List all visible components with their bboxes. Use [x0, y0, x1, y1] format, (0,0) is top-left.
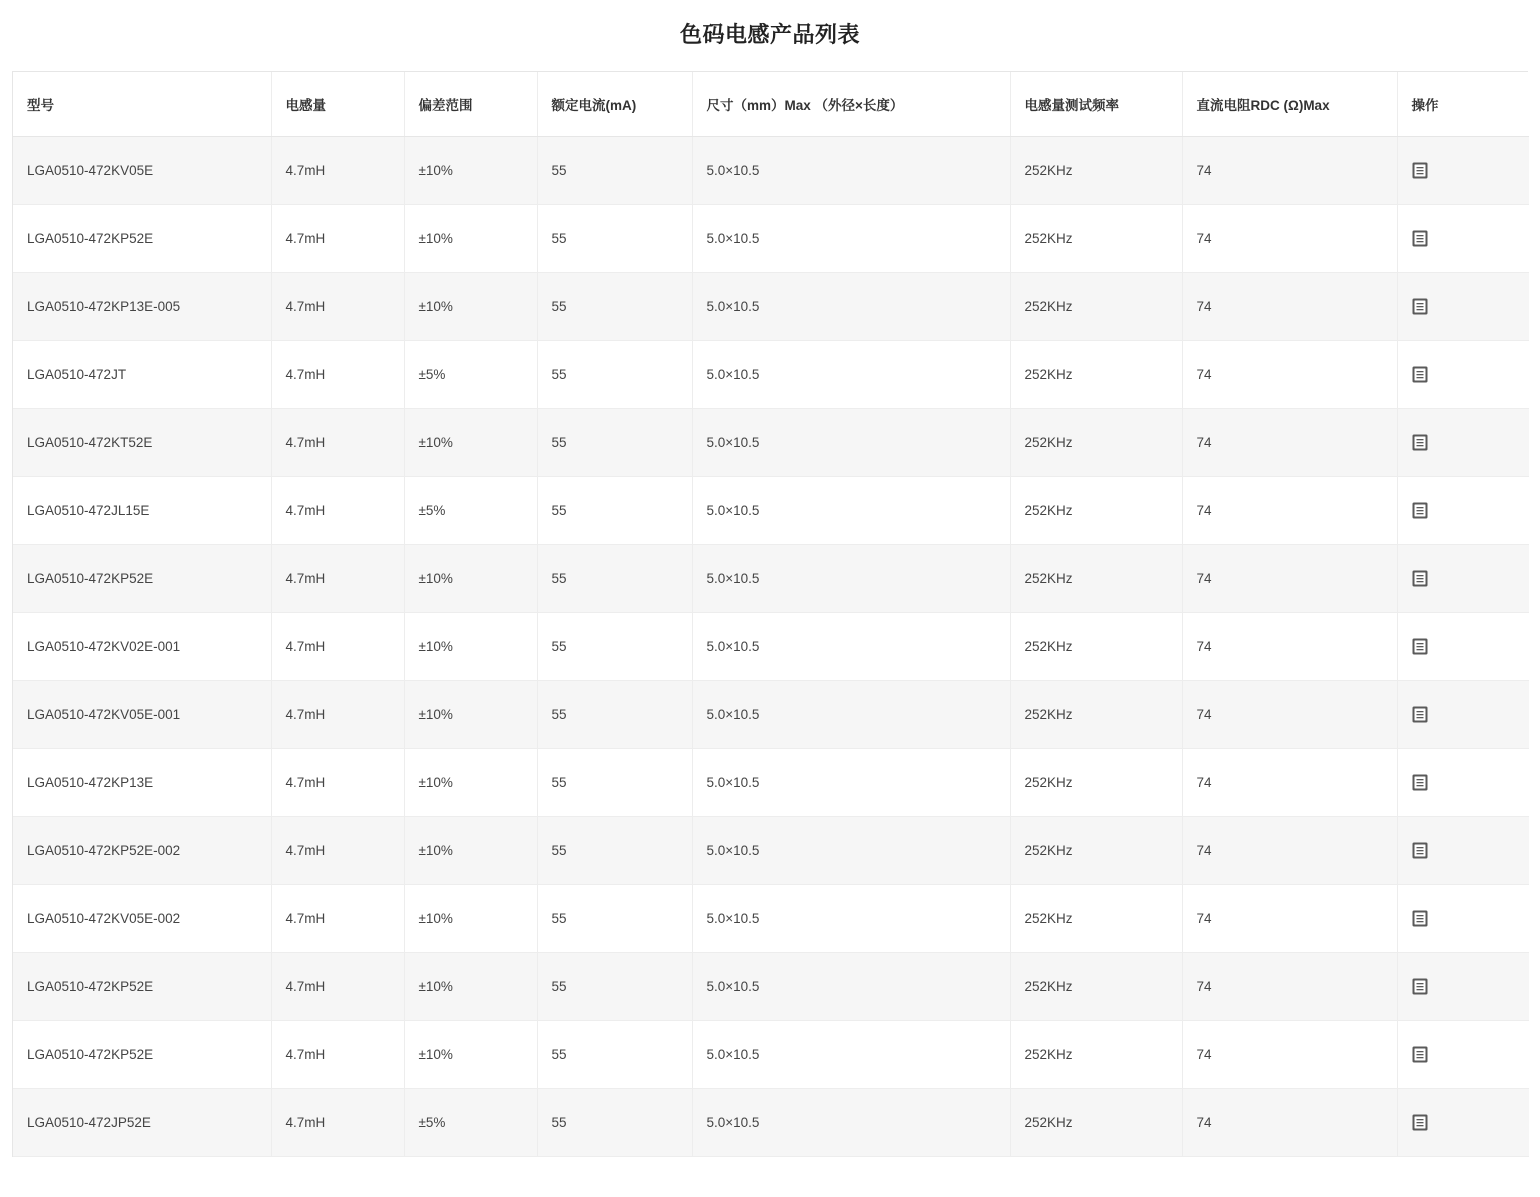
document-icon[interactable] — [1412, 977, 1429, 996]
cell-action — [1397, 613, 1529, 681]
cell-frequency: 252KHz — [1010, 817, 1182, 885]
table-row — [13, 137, 1529, 205]
cell-rdc: 74 — [1182, 749, 1397, 817]
cell-current: 55 — [537, 749, 692, 817]
cell-rdc: 74 — [1182, 205, 1397, 273]
table-row — [13, 545, 1529, 613]
cell-tolerance: ±10% — [404, 885, 537, 953]
cell-current: 55 — [537, 137, 692, 205]
cell-rdc: 74 — [1182, 273, 1397, 341]
column-header-size: 尺寸（mm）Max （外径×长度） — [692, 72, 1010, 137]
cell-frequency: 252KHz — [1010, 1089, 1182, 1157]
document-icon[interactable] — [1412, 501, 1429, 520]
cell-model: LGA0510-472KP52E — [13, 205, 271, 273]
table-row — [13, 613, 1529, 681]
cell-model: LGA0510-472KV05E-001 — [13, 681, 271, 749]
cell-frequency: 252KHz — [1010, 273, 1182, 341]
table-row — [13, 953, 1529, 1021]
cell-model: LGA0510-472KT52E — [13, 409, 271, 477]
cell-size: 5.0×10.5 — [692, 205, 1010, 273]
cell-inductance: 4.7mH — [271, 1089, 404, 1157]
cell-tolerance: ±10% — [404, 1021, 537, 1089]
document-icon[interactable] — [1412, 433, 1429, 452]
cell-size: 5.0×10.5 — [692, 477, 1010, 545]
cell-model: LGA0510-472JT — [13, 341, 271, 409]
cell-rdc: 74 — [1182, 953, 1397, 1021]
cell-current: 55 — [537, 681, 692, 749]
cell-current: 55 — [537, 1089, 692, 1157]
table-row — [13, 409, 1529, 477]
column-header-current: 额定电流(mA) — [537, 72, 692, 137]
cell-frequency: 252KHz — [1010, 749, 1182, 817]
table-row — [13, 273, 1529, 341]
cell-inductance: 4.7mH — [271, 817, 404, 885]
cell-model: LGA0510-472JL15E — [13, 477, 271, 545]
cell-current: 55 — [537, 1021, 692, 1089]
table-row — [13, 1089, 1529, 1157]
cell-tolerance: ±10% — [404, 409, 537, 477]
cell-action — [1397, 205, 1529, 273]
cell-inductance: 4.7mH — [271, 749, 404, 817]
document-icon[interactable] — [1412, 637, 1429, 656]
cell-inductance: 4.7mH — [271, 341, 404, 409]
document-icon[interactable] — [1412, 773, 1429, 792]
cell-inductance: 4.7mH — [271, 1021, 404, 1089]
table-row — [13, 477, 1529, 545]
cell-frequency: 252KHz — [1010, 953, 1182, 1021]
cell-action — [1397, 1089, 1529, 1157]
cell-inductance: 4.7mH — [271, 613, 404, 681]
cell-action — [1397, 681, 1529, 749]
cell-inductance: 4.7mH — [271, 409, 404, 477]
cell-size: 5.0×10.5 — [692, 409, 1010, 477]
cell-action — [1397, 885, 1529, 953]
cell-action — [1397, 545, 1529, 613]
document-icon[interactable] — [1412, 1113, 1429, 1132]
cell-size: 5.0×10.5 — [692, 817, 1010, 885]
cell-frequency: 252KHz — [1010, 545, 1182, 613]
cell-size: 5.0×10.5 — [692, 545, 1010, 613]
cell-size: 5.0×10.5 — [692, 1089, 1010, 1157]
cell-tolerance: ±10% — [404, 817, 537, 885]
cell-action — [1397, 409, 1529, 477]
cell-size: 5.0×10.5 — [692, 341, 1010, 409]
cell-current: 55 — [537, 477, 692, 545]
cell-current: 55 — [537, 885, 692, 953]
cell-rdc: 74 — [1182, 681, 1397, 749]
cell-rdc: 74 — [1182, 1089, 1397, 1157]
cell-size: 5.0×10.5 — [692, 953, 1010, 1021]
cell-tolerance: ±10% — [404, 681, 537, 749]
column-header-action: 操作 — [1397, 72, 1529, 137]
cell-current: 55 — [537, 205, 692, 273]
document-icon[interactable] — [1412, 297, 1429, 316]
cell-current: 55 — [537, 613, 692, 681]
document-icon[interactable] — [1412, 1045, 1429, 1064]
cell-model: LGA0510-472KV05E — [13, 137, 271, 205]
cell-action — [1397, 477, 1529, 545]
cell-inductance: 4.7mH — [271, 545, 404, 613]
cell-model: LGA0510-472KV02E-001 — [13, 613, 271, 681]
cell-frequency: 252KHz — [1010, 477, 1182, 545]
table-row — [13, 749, 1529, 817]
cell-current: 55 — [537, 341, 692, 409]
cell-tolerance: ±10% — [404, 953, 537, 1021]
cell-action — [1397, 817, 1529, 885]
cell-rdc: 74 — [1182, 137, 1397, 205]
cell-inductance: 4.7mH — [271, 885, 404, 953]
table-row — [13, 1021, 1529, 1089]
document-icon[interactable] — [1412, 229, 1429, 248]
document-icon[interactable] — [1412, 909, 1429, 928]
cell-model: LGA0510-472KP52E — [13, 545, 271, 613]
cell-tolerance: ±10% — [404, 613, 537, 681]
cell-tolerance: ±10% — [404, 545, 537, 613]
cell-rdc: 74 — [1182, 1021, 1397, 1089]
cell-tolerance: ±10% — [404, 137, 537, 205]
cell-action — [1397, 1021, 1529, 1089]
cell-rdc: 74 — [1182, 477, 1397, 545]
table-row — [13, 817, 1529, 885]
cell-tolerance: ±5% — [404, 477, 537, 545]
cell-inductance: 4.7mH — [271, 273, 404, 341]
table-row — [13, 205, 1529, 273]
cell-current: 55 — [537, 409, 692, 477]
cell-model: LGA0510-472KP52E-002 — [13, 817, 271, 885]
column-header-inductance: 电感量 — [271, 72, 404, 137]
cell-size: 5.0×10.5 — [692, 613, 1010, 681]
table-header-row — [13, 72, 1529, 137]
cell-rdc: 74 — [1182, 341, 1397, 409]
document-icon[interactable] — [1412, 841, 1429, 860]
cell-frequency: 252KHz — [1010, 341, 1182, 409]
column-header-tolerance: 偏差范围 — [404, 72, 537, 137]
cell-size: 5.0×10.5 — [692, 681, 1010, 749]
cell-tolerance: ±10% — [404, 273, 537, 341]
product-table — [13, 72, 1529, 1157]
cell-model: LGA0510-472KP13E — [13, 749, 271, 817]
cell-size: 5.0×10.5 — [692, 749, 1010, 817]
page-title: 色码电感产品列表 — [679, 22, 860, 47]
cell-model: LGA0510-472KP13E-005 — [13, 273, 271, 341]
cell-size: 5.0×10.5 — [692, 885, 1010, 953]
cell-model: LGA0510-472KV05E-002 — [13, 885, 271, 953]
cell-rdc: 74 — [1182, 409, 1397, 477]
cell-inductance: 4.7mH — [271, 137, 404, 205]
cell-inductance: 4.7mH — [271, 953, 404, 1021]
table-row — [13, 341, 1529, 409]
cell-model: LGA0510-472JP52E — [13, 1089, 271, 1157]
cell-rdc: 74 — [1182, 613, 1397, 681]
cell-current: 55 — [537, 273, 692, 341]
cell-action — [1397, 749, 1529, 817]
cell-inductance: 4.7mH — [271, 681, 404, 749]
cell-action — [1397, 341, 1529, 409]
cell-inductance: 4.7mH — [271, 205, 404, 273]
cell-size: 5.0×10.5 — [692, 137, 1010, 205]
cell-rdc: 74 — [1182, 817, 1397, 885]
cell-rdc: 74 — [1182, 545, 1397, 613]
column-header-frequency: 电感量测试频率 — [1010, 72, 1182, 137]
cell-action — [1397, 953, 1529, 1021]
cell-inductance: 4.7mH — [271, 477, 404, 545]
document-icon[interactable] — [1412, 569, 1429, 588]
cell-frequency: 252KHz — [1010, 205, 1182, 273]
cell-tolerance: ±10% — [404, 749, 537, 817]
table-row — [13, 885, 1529, 953]
column-header-model: 型号 — [13, 72, 271, 137]
cell-current: 55 — [537, 545, 692, 613]
document-icon[interactable] — [1412, 161, 1429, 180]
document-icon[interactable] — [1412, 365, 1429, 384]
table-row — [13, 681, 1529, 749]
cell-tolerance: ±5% — [404, 1089, 537, 1157]
table-header — [13, 72, 1529, 137]
cell-frequency: 252KHz — [1010, 409, 1182, 477]
cell-tolerance: ±10% — [404, 205, 537, 273]
table-body — [13, 137, 1529, 1157]
cell-size: 5.0×10.5 — [692, 1021, 1010, 1089]
document-icon[interactable] — [1412, 705, 1429, 724]
cell-action — [1397, 273, 1529, 341]
cell-size: 5.0×10.5 — [692, 273, 1010, 341]
column-header-rdc: 直流电阻RDC (Ω)Max — [1182, 72, 1397, 137]
cell-frequency: 252KHz — [1010, 1021, 1182, 1089]
cell-frequency: 252KHz — [1010, 137, 1182, 205]
product-table-wrapper — [12, 71, 1528, 1157]
cell-frequency: 252KHz — [1010, 885, 1182, 953]
cell-frequency: 252KHz — [1010, 681, 1182, 749]
cell-model: LGA0510-472KP52E — [13, 953, 271, 1021]
cell-frequency: 252KHz — [1010, 613, 1182, 681]
cell-current: 55 — [537, 817, 692, 885]
cell-rdc: 74 — [1182, 885, 1397, 953]
cell-tolerance: ±5% — [404, 341, 537, 409]
cell-model: LGA0510-472KP52E — [13, 1021, 271, 1089]
page-container — [0, 18, 1540, 1157]
cell-action — [1397, 137, 1529, 205]
cell-current: 55 — [537, 953, 692, 1021]
